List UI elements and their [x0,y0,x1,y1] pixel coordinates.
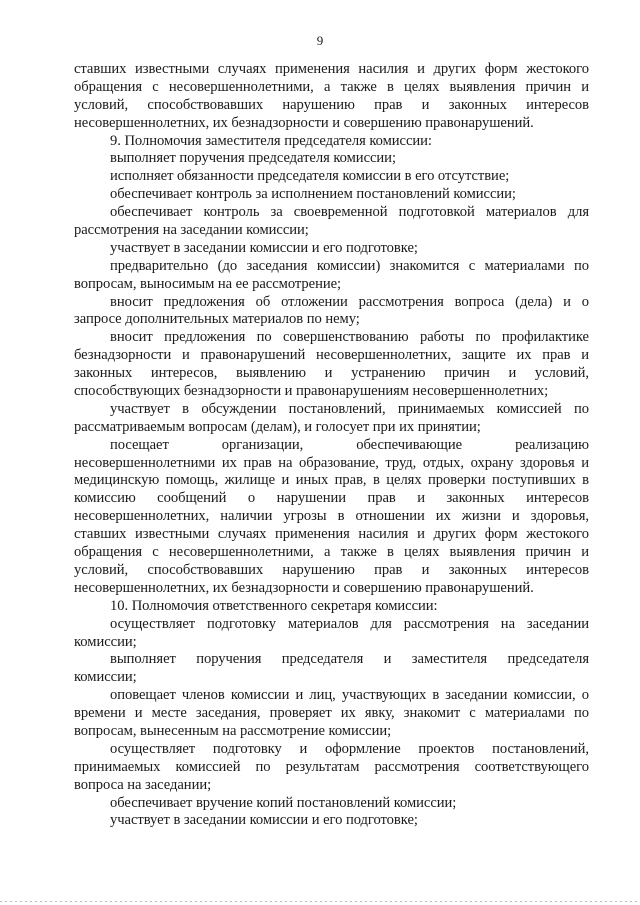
text-line: предварительно (до заседания комиссии) знакомится с материалами по [110,257,589,274]
text-line: условий, способствовавших нарушению прав и законных интересов [74,96,589,113]
text-line: оповещает членов комиссии и лиц, участвующих в заседании комиссии, о [110,687,589,704]
text-line: медицинскую помощь, жилище и иных прав, в целях проверки поступивших в [74,472,589,489]
text-line: несовершеннолетних, их безнадзорности и совершению правонарушений. [74,114,534,131]
page-bottom-edge [0,901,640,902]
text-line: участвует в обсуждении постановлений, принимаемых комиссией по [110,400,589,417]
page-number: 9 [316,33,324,48]
text-line: выполняет поручения председателя комиссии; [110,150,396,167]
text-line: времени и месте заседания, проверяет их явку, знакомит с материалами по [74,705,589,722]
text-line: 9. Полномочия заместителя председателя комиссии: [110,132,432,149]
text-line: исполняет обязанности председателя комиссии в его отсутствие; [110,168,510,185]
text-line: вопросам, выносимым на ее рассмотрение; [74,275,342,292]
text-line: условий, способствовавших нарушению прав и законных интересов [74,561,589,578]
text-line: рассмотрения на заседании комиссии; [74,222,309,239]
text-line: комиссии; [74,633,137,650]
text-line: участвует в заседании комиссии и его подготовке; [110,812,418,829]
text-line: посещает организации, обеспечивающие реализацию [110,436,589,453]
text-line: ставших известными случаях применения насилия и других форм жестокого [74,61,589,77]
text-line: ставших известными случаях применения насилия и других форм жестокого [74,526,589,543]
text-line: рассматриваемым вопросам (делам), и голосует при их принятии; [74,418,481,435]
text-line: несовершеннолетних, их безнадзорности и совершению правонарушений. [74,579,534,596]
text-line: обеспечивает контроль за исполнением постановлений комиссии; [110,186,516,203]
text-line: обращения с несовершеннолетними, а также в целях выявления причин и [74,544,589,561]
text-line: обеспечивает контроль за своевременной подготовкой материалов для [110,204,589,221]
text-line: участвует в заседании комиссии и его подготовке; [110,239,418,256]
text-line: вносит предложения по совершенствованию работы по профилактике [110,329,589,346]
text-line: вносит предложения об отложении рассмотрения вопроса (дела) и о [110,293,589,310]
text-line: несовершеннолетних, наличии угрозы в отношении их жизни и здоровья, [74,508,589,525]
text-line: комиссии; [74,669,137,686]
text-line: несовершеннолетними их прав на образование, труд, отдых, охрану здоровья и [74,454,589,471]
text-line: осуществляет подготовку и оформление проектов постановлений, [110,740,589,757]
text-line: законных интересов, выявлению и устранению причин и условий, [74,365,589,382]
text-line: безнадзорности и правонарушений несовершеннолетних, защите их прав и [74,347,589,364]
text-line: 10. Полномочия ответственного секретаря комиссии: [110,597,438,614]
text-line: вопросам, вынесенным на рассмотрение комиссии; [74,722,392,739]
text-line: способствующих безнадзорности и правонарушениям несовершеннолетних; [74,383,549,400]
text-line: комиссию сообщений о нарушении прав и законных интересов [74,490,589,507]
text-line: принимаемых комиссией по результатам рассмотрения соответствующего [74,758,589,775]
text-line: выполняет поручения председателя и заместителя председателя [110,651,589,668]
text-line: обращения с несовершеннолетними, а также в целях выявления причин и [74,78,589,95]
text-line: вопроса на заседании; [74,776,212,793]
text-line: обеспечивает вручение копий постановлений комиссии; [110,794,457,811]
document-body [74,61,589,830]
text-line: запросе дополнительных материалов по нему; [74,311,360,328]
text-line: осуществляет подготовку материалов для рассмотрения на заседании [110,615,589,632]
